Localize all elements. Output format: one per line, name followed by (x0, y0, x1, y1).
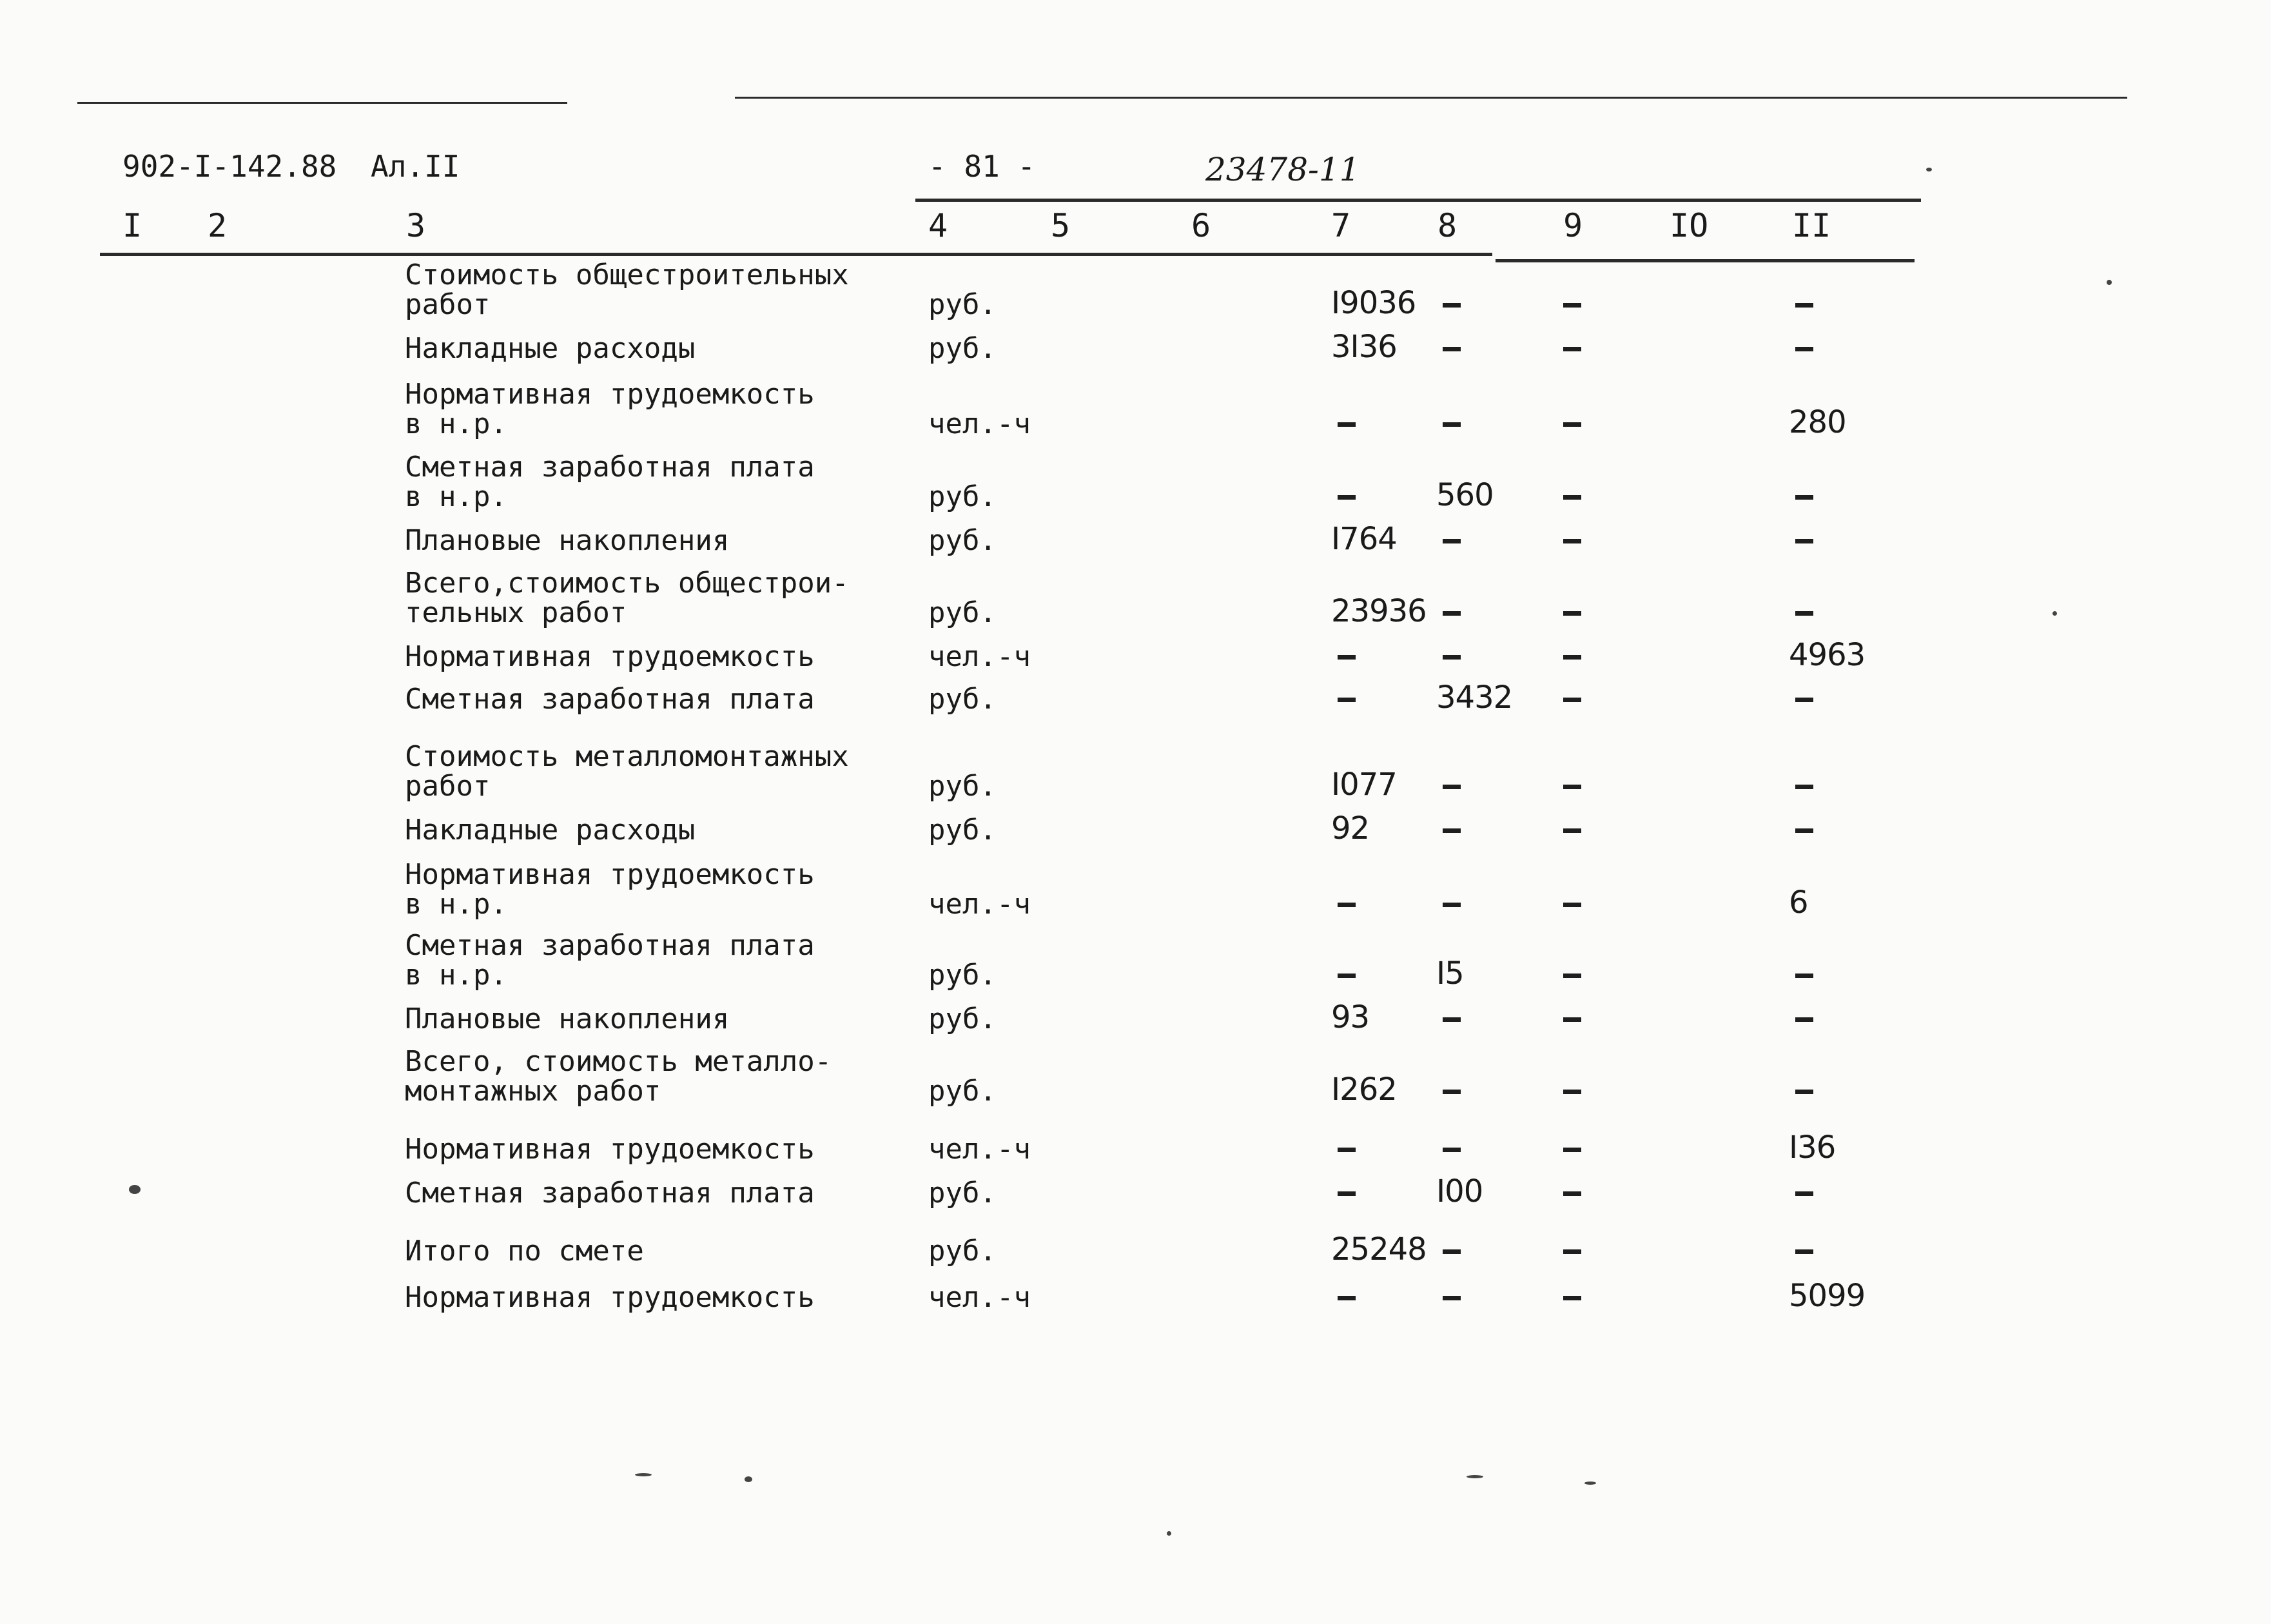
row-unit: руб. (928, 1177, 997, 1209)
row-description: Сметная заработная плата (405, 683, 815, 716)
row-description: Сметная заработная плата в н.р. (405, 451, 815, 513)
row-dash-c11 (1795, 1017, 1813, 1022)
row-unit: руб. (928, 596, 997, 629)
scan-speck (2052, 611, 2057, 616)
row-value-c7: I077 (1331, 767, 1397, 803)
row-dash-c11 (1795, 973, 1813, 978)
row-description: Нормативная трудоемкость в н.р. (405, 858, 815, 921)
row-value-c7: I764 (1331, 521, 1397, 557)
row-description: Плановые накопления (405, 1003, 730, 1035)
row-dash-c11 (1795, 1249, 1813, 1254)
row-value-c11: 6 (1789, 885, 1808, 921)
row-dash-c7 (1338, 1148, 1356, 1152)
column-number-10: IO (1670, 207, 1709, 244)
row-unit: руб. (928, 959, 997, 992)
row-dash-c8 (1443, 1148, 1461, 1152)
row-dash-c9 (1563, 611, 1581, 616)
row-description: Накладные расходы (405, 332, 696, 365)
row-dash-c9 (1563, 539, 1581, 543)
row-unit: чел.-ч (928, 640, 1031, 673)
row-dash-c8 (1443, 611, 1461, 616)
scan-speck (1167, 1531, 1171, 1536)
row-dash-c11 (1795, 1191, 1813, 1196)
row-dash-c8 (1443, 347, 1461, 351)
row-dash-c8 (1443, 903, 1461, 907)
row-dash-c9 (1563, 973, 1581, 978)
row-unit: руб. (928, 524, 997, 557)
scan-speck (1467, 1475, 1483, 1478)
row-description: Накладные расходы (405, 814, 696, 846)
row-dash-c8 (1443, 828, 1461, 833)
scan-edge-line (735, 97, 2127, 99)
scan-edge-line (77, 102, 567, 104)
scan-speck (635, 1473, 652, 1476)
row-dash-c8 (1443, 1017, 1461, 1022)
column-number-8: 8 (1438, 207, 1457, 244)
scan-speck (745, 1476, 752, 1482)
row-dash-c9 (1563, 422, 1581, 427)
row-dash-c9 (1563, 1148, 1581, 1152)
row-unit: чел.-ч (928, 888, 1031, 921)
row-dash-c9 (1563, 1296, 1581, 1300)
row-dash-c11 (1795, 303, 1813, 308)
row-unit: руб. (928, 332, 997, 365)
row-description: Сметная заработная плата в н.р. (405, 929, 815, 992)
column-number-2: 2 (208, 207, 228, 244)
row-dash-c11 (1795, 828, 1813, 833)
row-value-c7: 3I36 (1331, 329, 1397, 365)
row-description: Сметная заработная плата (405, 1177, 815, 1209)
row-dash-c8 (1443, 1296, 1461, 1300)
row-dash-c11 (1795, 347, 1813, 351)
sheet-label: Ал.II (371, 149, 460, 184)
row-value-c8: I00 (1436, 1173, 1483, 1209)
row-dash-c8 (1443, 1249, 1461, 1254)
row-description: Нормативная трудоемкость (405, 1133, 815, 1166)
row-dash-c9 (1563, 1191, 1581, 1196)
row-value-c11: I36 (1789, 1130, 1836, 1166)
column-number-9: 9 (1563, 207, 1583, 244)
row-dash-c9 (1563, 828, 1581, 833)
row-dash-c7 (1338, 1191, 1356, 1196)
row-dash-c11 (1795, 539, 1813, 543)
row-description: Плановые накопления (405, 524, 730, 557)
row-description: Стоимость металломонтажных работ (405, 740, 849, 803)
row-dash-c9 (1563, 303, 1581, 308)
row-dash-c8 (1443, 655, 1461, 660)
row-dash-c8 (1443, 785, 1461, 789)
row-description: Нормативная трудоемкость (405, 1281, 815, 1314)
row-dash-c9 (1563, 785, 1581, 789)
row-unit: руб. (928, 288, 997, 321)
table-header-rule (1496, 259, 1915, 262)
row-value-c11: 5099 (1789, 1278, 1866, 1314)
row-description: Нормативная трудоемкость в н.р. (405, 378, 815, 440)
row-dash-c8 (1443, 1090, 1461, 1094)
document-code: 902-I-142.88 (122, 149, 337, 184)
column-number-3: 3 (406, 207, 426, 244)
row-description: Стоимость общестроительных работ (405, 259, 849, 321)
scan-speck (129, 1185, 141, 1194)
scan-speck (2107, 280, 2112, 285)
row-dash-c7 (1338, 655, 1356, 660)
row-description: Всего, стоимость металло- монтажных работ (405, 1045, 832, 1108)
row-value-c7: I9036 (1331, 285, 1416, 321)
row-unit: руб. (928, 683, 997, 716)
row-dash-c11 (1795, 1090, 1813, 1094)
page-number: - 81 - (928, 149, 1036, 184)
row-value-c8: 560 (1436, 477, 1494, 513)
table-top-rule (915, 199, 1921, 202)
row-dash-c7 (1338, 495, 1356, 500)
row-unit: руб. (928, 1003, 997, 1035)
row-unit: чел.-ч (928, 407, 1031, 440)
row-value-c7: I262 (1331, 1071, 1397, 1108)
row-dash-c7 (1338, 903, 1356, 907)
row-dash-c9 (1563, 698, 1581, 702)
row-value-c7: 92 (1331, 810, 1370, 846)
row-value-c8: I5 (1436, 955, 1464, 992)
row-dash-c9 (1563, 903, 1581, 907)
row-description: Всего,стоимость общестрои- тельных работ (405, 567, 849, 629)
row-value-c7: 25248 (1331, 1231, 1427, 1267)
row-value-c8: 3432 (1436, 680, 1513, 716)
row-dash-c8 (1443, 422, 1461, 427)
row-dash-c11 (1795, 785, 1813, 789)
scan-speck (1926, 168, 1932, 171)
table-header-rule (100, 253, 1492, 256)
row-unit: чел.-ч (928, 1133, 1031, 1166)
row-dash-c11 (1795, 611, 1813, 616)
column-number-11: II (1792, 207, 1831, 244)
row-description: Нормативная трудоемкость (405, 640, 815, 673)
row-unit: руб. (928, 770, 997, 803)
row-dash-c11 (1795, 698, 1813, 702)
row-value-c7: 23936 (1331, 593, 1427, 629)
row-dash-c8 (1443, 539, 1461, 543)
row-dash-c7 (1338, 973, 1356, 978)
row-unit: руб. (928, 1075, 997, 1108)
row-dash-c8 (1443, 303, 1461, 308)
row-dash-c9 (1563, 1249, 1581, 1254)
row-description: Итого по смете (405, 1235, 644, 1267)
column-number-6: 6 (1191, 207, 1211, 244)
row-dash-c9 (1563, 347, 1581, 351)
column-number-5: 5 (1051, 207, 1071, 244)
column-number-7: 7 (1331, 207, 1351, 244)
row-dash-c11 (1795, 495, 1813, 500)
column-number-1: I (122, 207, 142, 244)
row-value-c11: 4963 (1789, 637, 1866, 673)
row-value-c11: 280 (1789, 404, 1846, 440)
row-unit: руб. (928, 480, 997, 513)
row-unit: руб. (928, 1235, 997, 1267)
row-dash-c9 (1563, 1090, 1581, 1094)
scan-speck (1584, 1482, 1596, 1485)
handwritten-number: 23478-11 (1205, 151, 1360, 188)
row-unit: чел.-ч (928, 1281, 1031, 1314)
row-dash-c7 (1338, 698, 1356, 702)
column-number-4: 4 (928, 207, 948, 244)
row-value-c7: 93 (1331, 999, 1370, 1035)
row-dash-c9 (1563, 1017, 1581, 1022)
row-unit: руб. (928, 814, 997, 846)
row-dash-c9 (1563, 495, 1581, 500)
row-dash-c7 (1338, 422, 1356, 427)
row-dash-c9 (1563, 655, 1581, 660)
row-dash-c7 (1338, 1296, 1356, 1300)
